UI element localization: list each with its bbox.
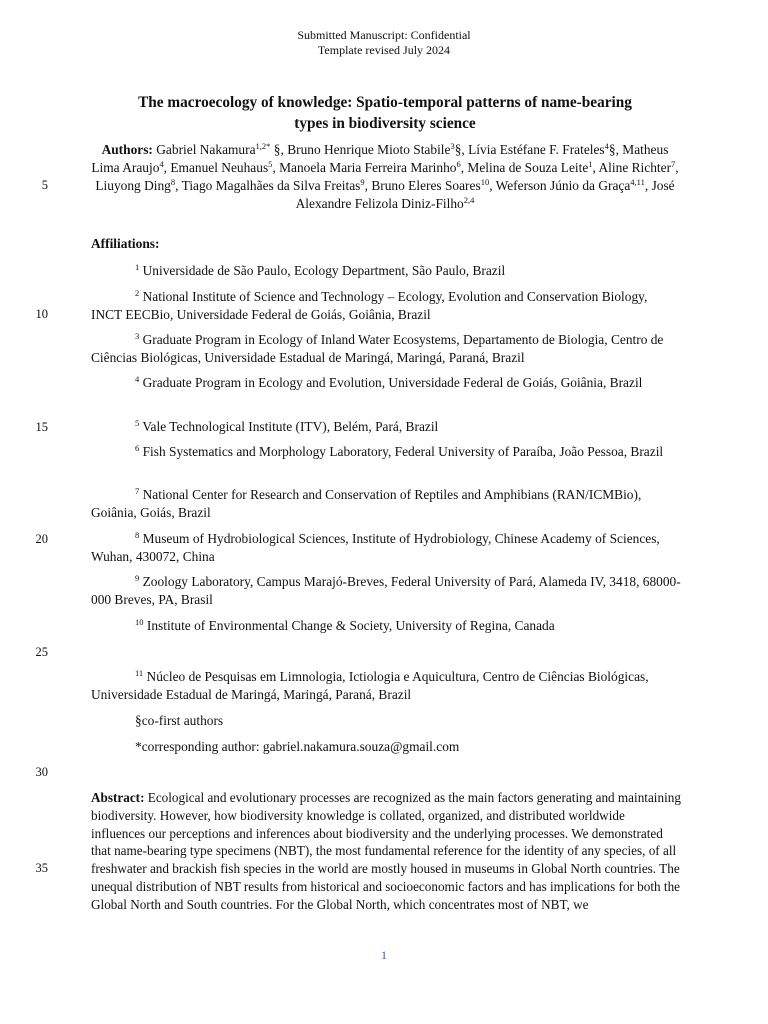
author: Melina de Souza [467,160,558,175]
author-affil-sup: 3 [450,141,455,151]
page-number: 1 [381,948,387,962]
author-affil-sup: 6 [456,159,461,169]
author: Bruno Eleres Soares [371,178,481,193]
line-number: 15 [35,420,48,434]
line-number: 20 [35,532,48,546]
affiliation-number: 8 [135,530,140,540]
manuscript-status: Submitted Manuscript: Confidential [297,28,471,42]
affiliation-number: 2 [135,288,140,298]
author: Emanuel Neuhaus [170,160,269,175]
affiliation-number: 7 [135,486,140,496]
line-number: 35 [35,861,48,875]
paper-title-line-1: The macroecology of knowledge: Spatio-temporal patterns of name-bearing [138,94,632,111]
affiliation-text: Graduate Program in Ecology of Inland Water Ecosystems, Departamento de Biologia, Centro de Ciências Biológicas, Universidade Estadual de Maringá, Maringá, Paraná, Brazil [91,332,664,365]
affiliation-item [91,668,681,704]
affiliation-number: 3 [135,331,140,341]
affiliation-text: National Institute of Science and Technology – Ecology, Evolution and Conservation Biology, INCT EECBio, Universidade Federal de Goiás, Goiânia, Brazil [91,289,648,322]
line-number: 5 [41,178,48,192]
author-affil-sup: 8 [170,177,176,187]
affiliation-item [91,418,681,436]
author: Aline Richter [598,160,672,175]
affiliation-text: Universidade de São Paulo, Ecology Department, São Paulo, Brazil [142,263,506,278]
line-number: 25 [35,645,48,659]
affiliations-heading: Affiliations: [91,236,160,251]
author: José Alexandre Felizola Diniz-Filho [295,178,675,211]
affiliation-number: 10 [135,617,144,627]
affiliation-item [91,262,681,280]
paper-title-line-2: types in biodiversity science [294,115,476,132]
co-first-note: §co-first authors [135,713,224,728]
author-affil-sup: 4 [604,141,609,151]
affiliation-text: Zoology Laboratory, Campus Marajó-Breves, Federal University of Pará, Alameda IV, 3418, 68000-000 Breves, PA, Brasil [91,574,681,607]
author-affil-sup: 1 [588,159,593,169]
affiliation-text: National Center for Research and Conservation of Reptiles and Amphibians (RAN/ICMBio), Goiânia, Goiás, Brazil [91,487,642,520]
affiliation-item [91,530,681,566]
author-mark: §, [454,142,465,157]
author-mark: §, [608,142,619,157]
abstract [91,789,681,914]
corresponding-author-note: *corresponding author: gabriel.nakamura.souza@gmail.com [135,739,460,754]
affiliation-text: Fish Systematics and Morphology Laboratory, Federal University of Paraíba, João Pessoa, Brazil [142,444,664,459]
affiliation-text: Graduate Program in Ecology and Evolution, Universidade Federal de Goiás, Goiânia, Brazil [142,375,643,390]
author-list: Authors: Gabriel Nakamura$^{1,2*}$ §, Bruno Henrique Mioto Stabile$^3$§, Lívia Estéfane F. Frateles$^4$§, Matheus Lima Araujo$^4$, Emanuel Neuhaus$^5$, Manoela Maria Ferreira Marinho$^6$, Melina de Souza Leite$^1$, Aline Richter$^7$, Liuyong Ding$^8$, Tiago Magalhães da Silva Freitas$^9$, Bruno Eleres Soares$^{10}$, Weferson Júnio da Graça$^{4,11}$, José Alexandre Felizola Diniz-Filho$^{2,4}$ [91,141,679,211]
affiliation-text: Institute of Environmental Change & Society, University of Regina, Canada [146,618,555,633]
affiliation-item [91,443,681,461]
author-affil-sup: 2,4 [463,195,475,205]
author-affil-sup: 9 [360,177,365,187]
affiliation-number: 4 [135,374,140,384]
author: Manoela Maria Ferreira Marinho [279,160,457,175]
author: Liuyong Ding [95,178,171,193]
author-mark: §, [273,142,284,157]
author: Gabriel Nakamura [156,142,256,157]
abstract-text: Ecological and evolutionary processes are recognized as the main factors generating and maintaining biodiversity. However, how biodiversity knowledge is collated, organized, and distributed worldwide influences our perceptions and inferences about biodiversity and the underlying processes. We demonstrated that name-bearing type specimens (NBT), the most fundamental reference for the identity of any species, of all freshwater and brackish fish species in the world are mostly housed in museums in Global North countries. The unequal distribution of NBT results from historical and socioeconomic factors and has implications for both the Global North and South countries. For the Global North, which concentrates most of NBT, we [91,790,681,912]
author: Leite [560,160,589,175]
affiliation-number: 6 [135,443,140,453]
abstract-label: Abstract: [91,790,145,805]
line-number: 30 [35,765,48,779]
author-affil-sup: 4 [159,159,164,169]
affiliation-number: 1 [135,262,140,272]
affiliation-number: 9 [135,573,140,583]
affiliation-item [91,288,681,324]
author: Tiago Magalhães da Silva Freitas [181,178,361,193]
author-affil-sup: 4,11 [630,177,645,187]
affiliation-number: 11 [135,668,144,678]
author: Weferson Júnio da Graça [495,178,631,193]
affiliation-item [91,374,681,392]
author-affil-sup: 1,2* [255,141,271,151]
author-affil-sup: 5 [268,159,273,169]
affiliation-text: Museum of Hydrobiological Sciences, Institute of Hydrobiology, Chinese Academy of Sciences, Wuhan, 430072, China [91,531,660,564]
author: Matheus Lima Araujo [91,142,669,175]
author: Lívia Estéfane F. Frateles [468,142,605,157]
author-affil-sup: 10 [480,177,490,187]
affiliation-text: Núcleo de Pesquisas em Limnologia, Ictiologia e Aquicultura, Centro de Ciências Biológicas, Universidade Estadual de Maringá, Maringá, Paraná, Brazil [91,669,649,702]
line-number: 10 [35,307,48,321]
author-affil-sup: 7 [671,159,676,169]
author: Bruno Henrique Mioto Stabile [287,142,451,157]
template-revision: Template revised July 2024 [317,43,451,57]
affiliation-number: 5 [135,418,140,428]
affiliation-item [91,617,681,635]
affiliation-item [91,573,681,609]
affiliation-item [91,486,681,522]
authors-label: Authors: [101,142,153,157]
affiliation-text: Vale Technological Institute (ITV), Belém, Pará, Brazil [142,419,439,434]
affiliation-item [91,331,681,367]
